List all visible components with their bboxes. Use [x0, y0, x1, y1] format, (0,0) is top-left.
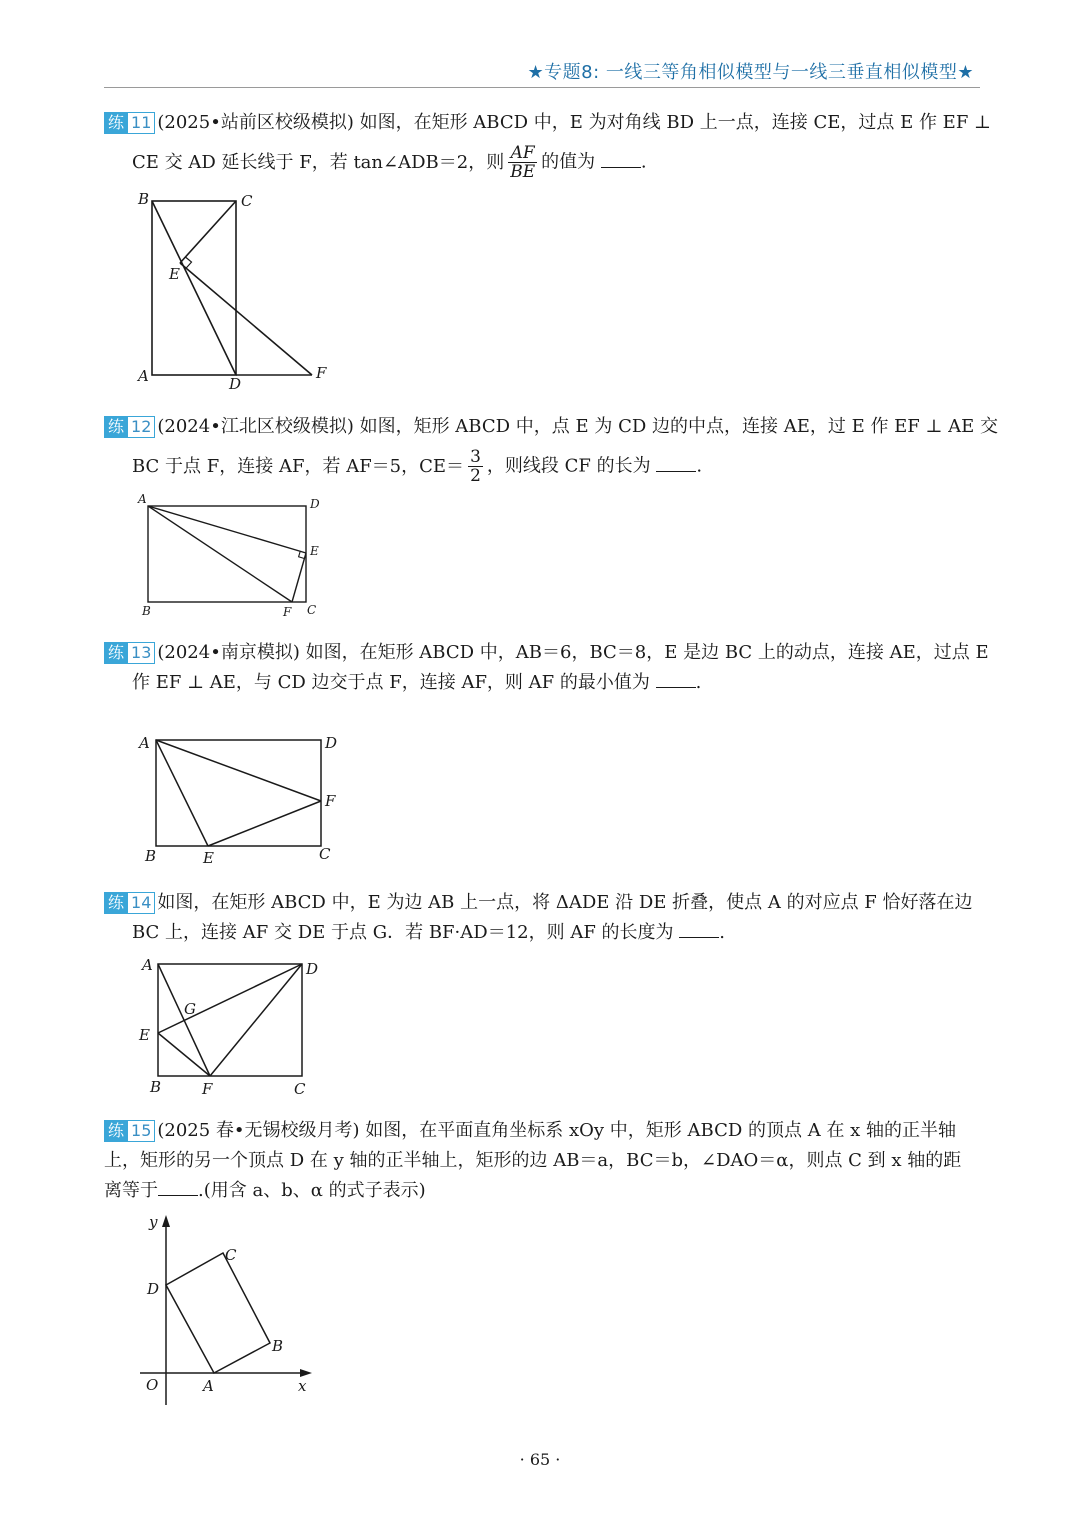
problem-13-badge [104, 642, 155, 664]
p12-segment-ae [148, 506, 306, 553]
header-title: ★专题8: 一线三等角相似模型与一线三垂直相似模型★ [527, 62, 974, 83]
p13-rectangle [156, 740, 321, 846]
problem-14-text-1: 如图，在矩形 ABCD 中，E 为边 AB 上一点，将 ΔADE 沿 DE 折叠，使点 A 的对应点 F 恰好落在边 [157, 892, 973, 913]
p13-segment-ef [208, 801, 321, 846]
problem-12-line-2 [104, 448, 984, 485]
p13-label-a: A [139, 734, 150, 752]
problem-12-fraction-numerator: 3 [470, 447, 481, 467]
problem-15-badge-number: 15 [127, 1120, 155, 1142]
p11-segment-ef [180, 263, 312, 375]
problem-11-badge [104, 112, 155, 134]
problem-15 [104, 1116, 984, 1206]
problem-11 [104, 108, 991, 182]
p15-rectangle [166, 1253, 270, 1373]
problem-15-figure [130, 1205, 330, 1410]
problem-14-badge [104, 892, 155, 914]
p13-label-c: C [319, 845, 331, 863]
p12-label-b: B [142, 604, 151, 618]
p15-label-y: y [149, 1213, 158, 1231]
p13-label-b: B [145, 847, 157, 865]
problem-12-fraction [468, 448, 483, 485]
p11-label-d: D [229, 375, 242, 393]
problem-11-answer-blank [601, 149, 641, 168]
p15-label-c: C [225, 1246, 237, 1264]
problem-11-text-1: (2025•站前区校级模拟) 如图，在矩形 ABCD 中，E 为对角线 BD 上一点，连接 CE，过点 E 作 EF ⊥ [157, 112, 991, 133]
p14-label-c: C [294, 1080, 306, 1098]
p14-rectangle [158, 964, 302, 1076]
p14-segment-ef [158, 1033, 210, 1076]
problem-15-answer-blank [158, 1177, 198, 1196]
p14-label-f: F [202, 1080, 213, 1098]
problem-12 [104, 412, 999, 486]
p11-label-c: C [241, 192, 253, 210]
problem-15-text-1: (2025 春•无锡校级月考) 如图，在平面直角坐标系 xOy 中，矩形 ABCD 的顶点 A 在 x 轴的正半轴 [157, 1120, 957, 1141]
problem-15-diagram [130, 1205, 330, 1410]
problem-13-text-2: 作 EF ⊥ AE，与 CD 边交于点 F，连接 AF，则 AF 的最小值为 [132, 672, 650, 693]
problem-12-text-1: (2024•江北区校级模拟) 如图，矩形 ABCD 中，点 E 为 CD 边的中点，连接 AE，过 E 作 EF ⊥ AE 交 [157, 416, 999, 437]
p11-label-a: A [138, 367, 149, 385]
problem-15-text-4: .(用含 a、b、α 的式子表示) [198, 1180, 426, 1201]
problem-11-badge-number: 11 [127, 112, 155, 134]
problem-15-line-2 [104, 1146, 984, 1176]
problem-14-line-2 [104, 918, 984, 948]
problem-11-diagram [130, 185, 340, 395]
problem-15-badge [104, 1120, 155, 1142]
problem-15-text-2: 上，矩形的另一个顶点 D 在 y 轴的正半轴上，矩形的边 AB＝a，BC＝b，∠DAO＝α，则点 C 到 x 轴的距 [104, 1150, 962, 1171]
problem-13-line-1 [104, 638, 989, 668]
p12-label-a: A [138, 492, 147, 506]
problem-12-text-2: BC 于点 F，连接 AF，若 AF＝5，CE＝ [132, 455, 465, 477]
p11-label-f: F [316, 364, 327, 382]
p15-y-axis-arrow [162, 1215, 170, 1227]
problem-11-badge-label: 练 [104, 112, 127, 134]
p12-label-c: C [307, 603, 317, 617]
problem-12-figure [132, 490, 332, 625]
problem-13-line-2 [104, 668, 984, 698]
problem-12-line-1 [104, 412, 999, 442]
problem-13 [104, 638, 989, 698]
problem-11-figure [130, 185, 340, 395]
problem-15-badge-label: 练 [104, 1120, 127, 1142]
problem-12-badge-number: 12 [127, 416, 155, 438]
p15-label-b: B [272, 1337, 284, 1355]
p14-label-b: B [150, 1078, 162, 1096]
problem-12-badge [104, 416, 155, 438]
p13-label-f: F [325, 792, 336, 810]
p14-segment-df [210, 964, 302, 1076]
problem-12-text-3: ，则线段 CF 的长为 [486, 455, 651, 477]
problem-14 [104, 888, 984, 948]
p11-right-angle-mark [185, 257, 191, 268]
problem-13-text-1: (2024•南京模拟) 如图，在矩形 ABCD 中，AB＝6，BC＝8，E 是边 BC 上的动点，连接 AE，过点 E [157, 642, 989, 663]
p11-diagonal-bd [152, 201, 236, 375]
problem-12-badge-label: 练 [104, 416, 127, 438]
header-divider [104, 87, 980, 88]
p14-label-g: G [184, 1000, 196, 1018]
problem-14-answer-blank [679, 919, 719, 938]
problem-11-text-4: . [640, 151, 647, 173]
problem-14-text-3: . [719, 922, 725, 943]
problem-11-fraction-numerator: AF [508, 144, 537, 163]
problem-13-badge-label: 练 [104, 642, 127, 664]
problem-13-diagram [130, 725, 350, 870]
p13-label-d: D [325, 734, 338, 752]
p14-label-d: D [306, 960, 319, 978]
p14-label-a: A [142, 956, 153, 974]
p11-segment-ce [180, 201, 236, 263]
p14-label-e: E [139, 1026, 150, 1044]
p13-label-e: E [203, 849, 214, 867]
p15-label-x: x [298, 1377, 307, 1395]
problem-11-text-2: CE 交 AD 延长线于 F，若 tan∠ADB＝2，则 [132, 151, 505, 173]
problem-14-text-2: BC 上，连接 AF 交 DE 于点 G．若 BF·AD＝12，则 AF 的长度为 [132, 922, 674, 943]
p12-rectangle [148, 506, 306, 602]
p12-label-e: E [310, 544, 319, 558]
problem-12-fraction-denominator: 2 [470, 466, 481, 486]
problem-13-badge-number: 13 [127, 642, 155, 664]
problem-14-diagram [130, 950, 340, 1100]
problem-14-badge-number: 14 [127, 892, 155, 914]
problem-11-line-1 [104, 108, 991, 138]
problem-15-line-3 [104, 1176, 984, 1206]
problem-15-line-1 [104, 1116, 984, 1146]
p12-label-d: D [310, 497, 320, 511]
p12-label-f: F [283, 605, 292, 619]
problem-12-text-4: . [696, 455, 703, 477]
p12-segment-af [148, 506, 292, 602]
p15-label-o: O [146, 1376, 159, 1394]
problem-14-badge-label: 练 [104, 892, 127, 914]
p15-x-axis-arrow [300, 1369, 312, 1377]
problem-15-text-3: 离等于 [104, 1180, 158, 1201]
problem-12-answer-blank [656, 453, 696, 472]
p14-segment-de [158, 964, 302, 1033]
problem-13-text-3: . [695, 672, 702, 693]
problem-13-answer-blank [656, 669, 696, 688]
problem-13-figure [130, 725, 350, 870]
problem-14-line-1 [104, 888, 984, 918]
p11-label-e: E [169, 265, 180, 283]
problem-12-diagram [132, 490, 332, 625]
p12-segment-ef [292, 553, 306, 602]
p15-label-d: D [147, 1280, 160, 1298]
page-number: · 65 · [519, 1450, 561, 1469]
problem-11-text-3: 的值为 [541, 151, 596, 173]
problem-11-fraction [508, 144, 537, 181]
problem-11-fraction-denominator: BE [510, 162, 536, 182]
problem-11-line-2 [104, 144, 984, 181]
problem-14-figure [130, 950, 340, 1100]
p11-label-b: B [138, 190, 150, 208]
p15-label-a: A [203, 1377, 214, 1395]
